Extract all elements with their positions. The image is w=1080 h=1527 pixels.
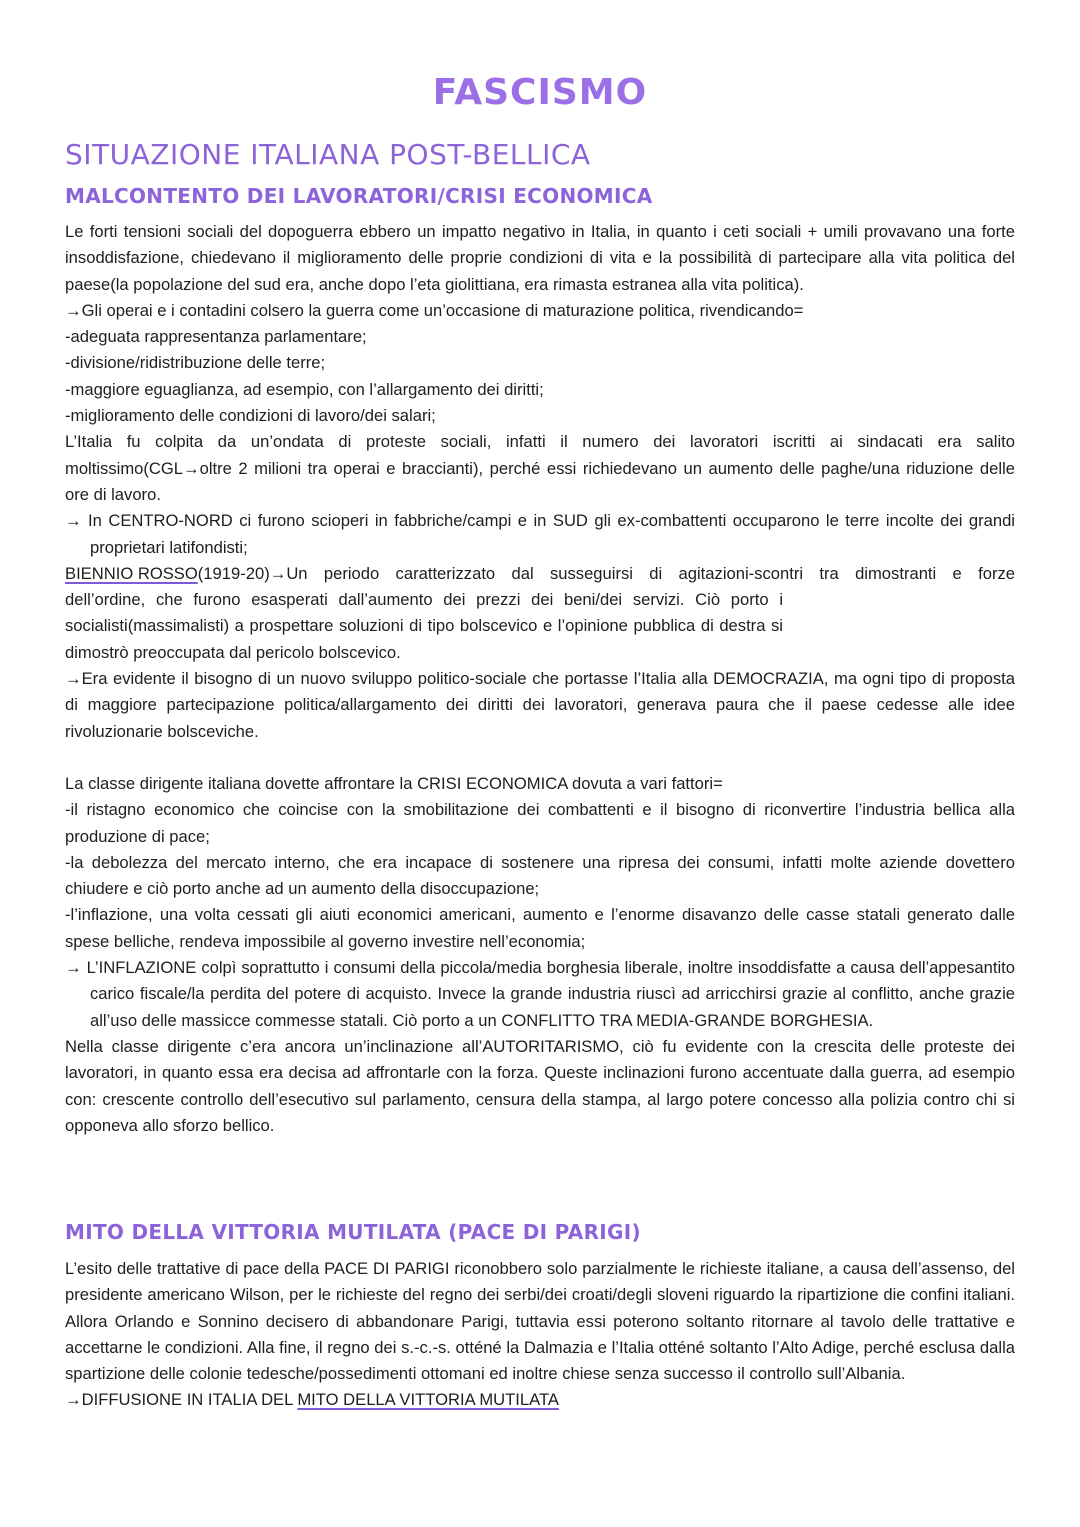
- section-heading-vittoria-mutilata: MITO DELLA VITTORIA MUTILATA (PACE DI PARIGI): [65, 1220, 641, 1244]
- main-heading: SITUAZIONE ITALIANA POST-BELLICA: [65, 138, 591, 171]
- paragraph: Nella classe dirigente c’era ancora un’inclinazione all’AUTORITARISMO, ciò fu evidente con la crescita delle proteste dei lavoratori, in quanto essa era decisa ad affrontarle con la forza. Queste inclinazioni furono accentuate dalla guerra, ad esempio con: crescente controllo dell’esecutivo sul parlamento, censura della stampa, al largo potere concesso alla polizia contro chi si opponeva allo sforzo bellico.: [65, 1036, 1015, 1135]
- paragraph: -la debolezza del mercato interno, che era incapace di sostenere una ripresa dei consumi, infatti molte aziende dovettero chiudere e ciò porto anche ad un aumento della disoccupazione;: [65, 852, 1015, 899]
- biennio-rosso-label: BIENNIO ROSSO: [65, 563, 198, 583]
- paragraph: L’Italia fu colpita da un’ondata di proteste sociali, infatti il numero dei lavoratori iscritti ai sindacati era salito moltissimo(CGL→oltre 2 milioni tra operai e braccianti), perché essi richiedevano un aumento delle paghe/una riduzione delle ore di lavoro.: [65, 432, 1015, 504]
- paragraph: →Gli operai e i contadini colsero la guerra come un’occasione di maturazione politica, rivendicando=: [65, 300, 804, 320]
- biennio-rosso-term: [65, 561, 286, 587]
- paragraph: -il ristagno economico che coincise con la smobilitazione dei combattenti e il bisogno di riconvertire l’industria bellica alla produzione di pace;: [65, 800, 1015, 846]
- list-item: -adeguata rappresentanza parlamentare;: [65, 327, 367, 347]
- paragraph: La classe dirigente italiana dovette affrontare la CRISI ECONOMICA dovuta a vari fattori=: [65, 773, 723, 793]
- final-line: [65, 1387, 1015, 1413]
- biennio-rosso-first-line: Un periodo caratterizzato dal susseguirsi di agitazioni-scontri tra dimostranti e forze: [286, 563, 1015, 583]
- list-item: -maggiore eguaglianza, ad esempio, con l’allargamento dei diritti;: [65, 379, 544, 399]
- final-line-underlined: MITO DELLA VITTORIA MUTILATA: [297, 1390, 559, 1410]
- section-heading-malcontento: MALCONTENTO DEI LAVORATORI/CRISI ECONOMICA: [65, 184, 653, 208]
- list-item: -miglioramento delle condizioni di lavoro/dei salari;: [65, 406, 436, 426]
- paragraph: Le forti tensioni sociali del dopoguerra ebbero un impatto negativo in Italia, in quanto i ceti sociali + umili provavano una forte insoddisfazione, chiedevano il miglioramento delle proprie condizioni di vita e la possibilità di partecipare alla vita politica del paese(la popolazione del sud era, anche dopo l’eta giolittiana, era rimasta estranea alla vita politica).: [65, 222, 1015, 294]
- biennio-rosso-continuation: [65, 587, 1015, 666]
- paragraph: → L’INFLAZIONE colpì soprattutto i consumi della piccola/media borghesia liberale, inoltre insoddisfatte a causa dell’appesantito carico fiscale/la perdita del potere di acquisto. Invece la grande industria riuscì ad arricchirsi grazie al conflitto, anche grazie all’uso delle massicce commesse statali. Ciò porto a un CONFLITTO TRA MEDIA-GRANDE BORGHESIA.: [65, 958, 1015, 1030]
- final-line-prefix: →DIFFUSIONE IN ITALIA DEL: [65, 1390, 298, 1410]
- paragraph: → In CENTRO-NORD ci furono scioperi in fabbriche/campi e in SUD gli ex-combattenti occuparono le terre incolte dei grandi proprietari latifondisti;: [65, 511, 1015, 557]
- paragraph: -l’inflazione, una volta cessati gli aiuti economici americani, aumento e l’enorme disavanzo delle casse statali generato dalle spese belliche, rendeva impossibile al governo investire nell’economia;: [65, 905, 1015, 951]
- list-item: -divisione/ridistribuzione delle terre;: [65, 353, 326, 373]
- biennio-rosso-row: [65, 561, 1015, 587]
- paragraph-gap: [65, 745, 1015, 771]
- paragraph: →Era evidente il bisogno di un nuovo sviluppo politico-sociale che portasse l’Italia alla DEMOCRAZIA, ma ogni tipo di proposta di maggiore partecipazione politica/allargamento dei diritti dei lavoratori, generava paura che il paese cedesse alle idee rivoluzionarie bolsceviche.: [65, 669, 1015, 741]
- section-body-vittoria-mutilata: [65, 1256, 1015, 1414]
- section-body-malcontento: [65, 219, 1015, 1139]
- biennio-rosso-definition: dell’ordine, che furono esasperati dall’aumento dei prezzi dei beni/dei servizi. Ciò porto i socialisti(massimalisti) a prospettare soluzioni di tipo bolscevico e l’opinione pubblica di destra si dimostrò preoccupata dal pericolo bolscevico.: [65, 590, 783, 662]
- page-title: FASCISMO: [432, 72, 648, 113]
- paragraph: L’esito delle trattative di pace della PACE DI PARIGI riconobbero solo parzialmente le richieste italiane, a causa dell’assenso, del presidente americano Wilson, per le richieste del regno dei serbi/dei croati/degli sloveni riguardo la ripartizione die confini italiani. Allora Orlando e Sonnino decisero di abbandonare Parigi, tuttavia essi poterono soltanto ritornare al tavolo delle trattative e accettarne le condizioni. Alla fine, il regno dei s.-c.-s. otténé la Dalmazia e l’Italia otténé soltanto l’Alto Adige, perché esclusa dalla spartizione delle colonie tedesche/possedimenti ottomani ed inoltre chiese senza successo il controllo sull’Albania.: [65, 1259, 1015, 1384]
- biennio-rosso-dates: (1919-20)→: [197, 563, 287, 583]
